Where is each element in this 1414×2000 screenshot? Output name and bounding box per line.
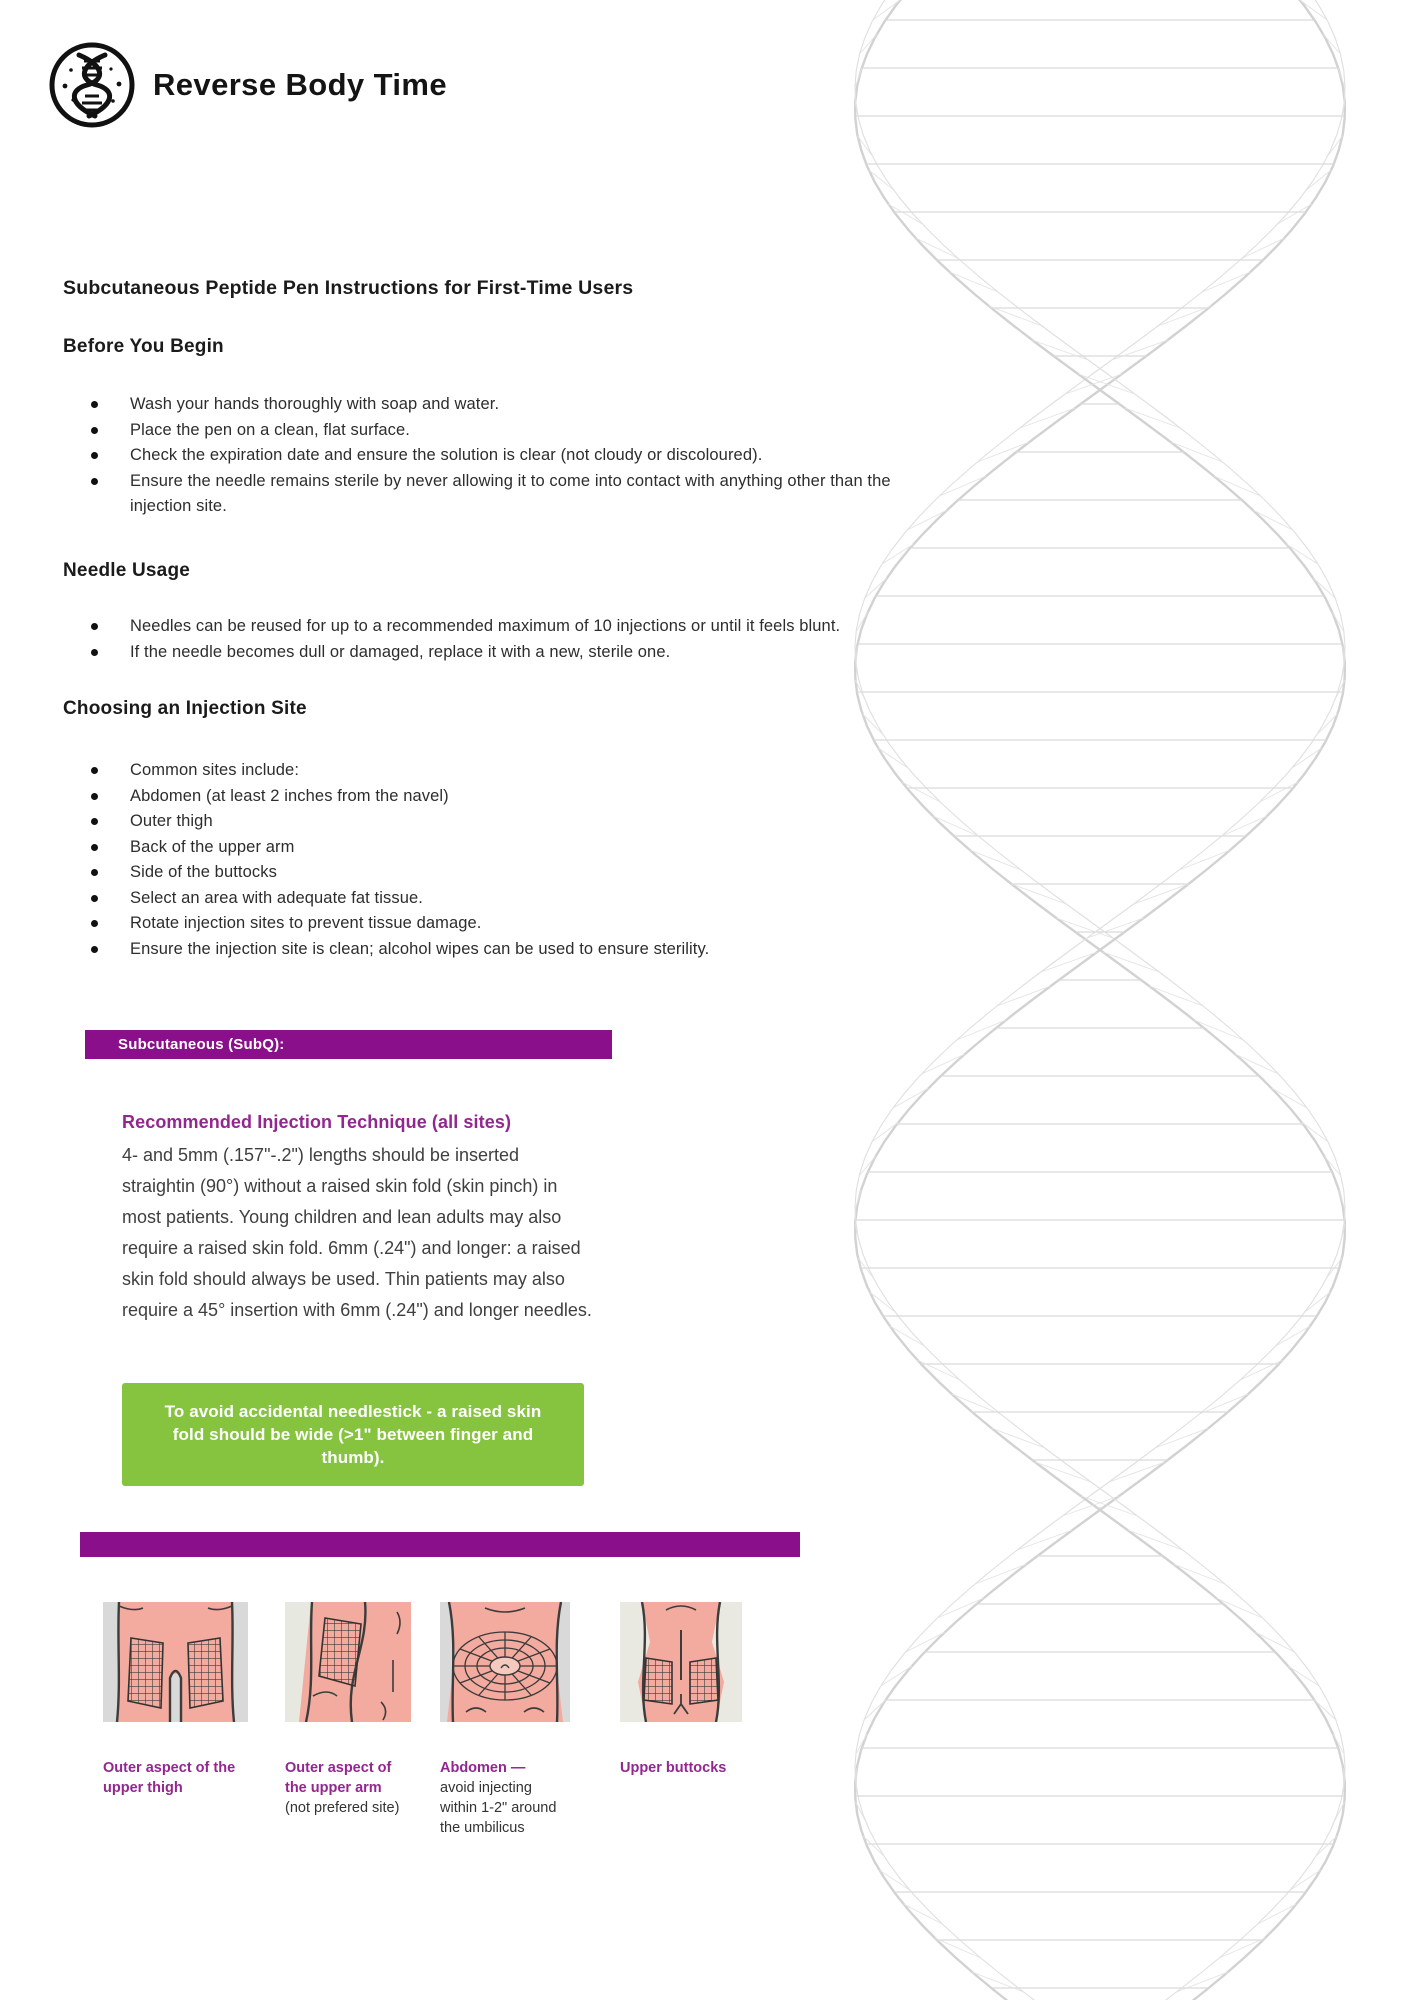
bullet-item: Ensure the injection site is clean; alcohol wipes can be used to ensure sterility. xyxy=(63,937,943,963)
site-upper-thigh xyxy=(103,1602,248,1798)
section-divider-bar xyxy=(80,1532,800,1557)
section-heading-choosing-site: Choosing an Injection Site xyxy=(63,698,307,719)
site-caption-title: Outer aspect of the upper arm xyxy=(285,1760,392,1796)
bullet-item: Check the expiration date and ensure the solution is clear (not cloudy or discoloured). xyxy=(63,443,943,469)
page-title: Subcutaneous Peptide Pen Instructions for First-Time Users xyxy=(63,277,634,299)
content-column xyxy=(63,0,1183,2000)
bullet-item: Place the pen on a clean, flat surface. xyxy=(63,418,943,444)
site-caption-title: Upper buttocks xyxy=(620,1760,727,1776)
site-upper-arm xyxy=(285,1602,411,1818)
site-caption-title: Abdomen — xyxy=(440,1760,526,1776)
section-heading-needle-usage: Needle Usage xyxy=(63,560,191,581)
lower-back-illustration xyxy=(620,1602,742,1722)
site-upper-buttocks xyxy=(620,1602,744,1778)
technique-body: 4- and 5mm (.157"-.2") lengths should be inserted straightin (90°) without a raised skin fold (skin pinch) in most patients. Young children and lean adults may also require a raised skin fold. 6mm (.24") and longer: a raised skin fold should always be used. Thin patients may also require a 45° insertion with 6mm (.24") and longer needles. xyxy=(122,1145,592,1320)
bullet-item: Wash your hands thoroughly with soap and water. xyxy=(63,392,943,418)
technique-heading: Recommended Injection Technique (all sites) xyxy=(122,1112,512,1132)
needle-usage-list xyxy=(63,614,943,665)
site-caption xyxy=(285,1758,411,1818)
upper-arm-illustration xyxy=(285,1602,411,1722)
bullet-item: If the needle becomes dull or damaged, replace it with a new, sterile one. xyxy=(63,640,943,666)
bullet-item: Back of the upper arm xyxy=(63,835,943,861)
brand-title: Reverse Body Time xyxy=(153,67,447,102)
bullet-item: Abdomen (at least 2 inches from the navel) xyxy=(63,784,943,810)
bullet-item: Side of the buttocks xyxy=(63,860,943,886)
abdomen-illustration xyxy=(440,1602,570,1722)
subq-banner: Subcutaneous (SubQ): xyxy=(85,1030,612,1059)
needlestick-warning: To avoid accidental needlestick - a raised skin fold should be wide (>1" between finger and thumb). xyxy=(122,1383,584,1486)
choosing-site-list xyxy=(63,758,943,962)
bullet-item: Select an area with adequate fat tissue. xyxy=(63,886,943,912)
bullet-item: Ensure the needle remains sterile by never allowing it to come into contact with anything other than the injection site. xyxy=(63,469,943,520)
section-heading-before-you-begin: Before You Begin xyxy=(63,336,224,357)
site-caption xyxy=(103,1758,248,1798)
site-caption-note: avoid injecting within 1-2" around the umbilicus xyxy=(440,1780,557,1836)
site-caption-note: (not prefered site) xyxy=(285,1800,400,1816)
bullet-item: Outer thigh xyxy=(63,809,943,835)
site-caption-title: Outer aspect of the upper thigh xyxy=(103,1760,236,1796)
dna-logo-icon xyxy=(47,40,137,130)
site-caption xyxy=(620,1758,744,1778)
bullet-item: Common sites include: xyxy=(63,758,943,784)
site-caption xyxy=(440,1758,570,1838)
upper-thighs-illustration xyxy=(103,1602,248,1722)
technique-block xyxy=(122,1112,594,1326)
site-abdomen xyxy=(440,1602,570,1838)
before-you-begin-list xyxy=(63,392,943,520)
bullet-item: Needles can be reused for up to a recommended maximum of 10 injections or until it feels blunt. xyxy=(63,614,943,640)
bullet-item: Rotate injection sites to prevent tissue damage. xyxy=(63,911,943,937)
header xyxy=(47,40,447,130)
